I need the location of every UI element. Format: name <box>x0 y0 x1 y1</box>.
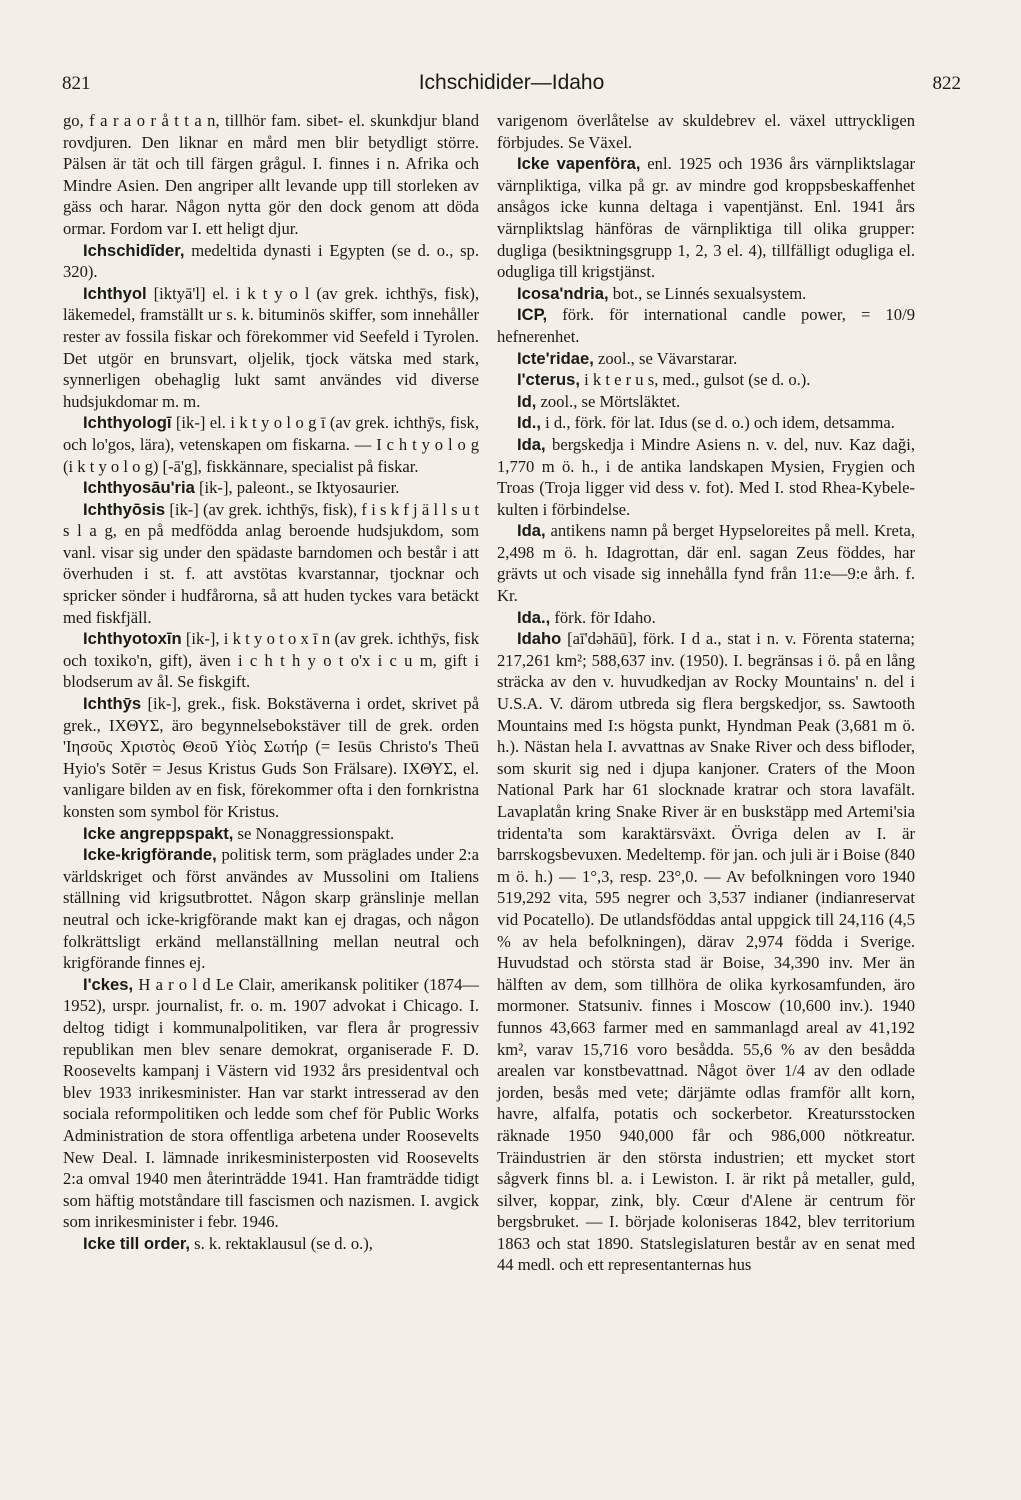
entry-text: zool., se Vävarstarar. <box>597 348 738 368</box>
entry-text: bergskedja i Mindre Asiens n. v. del, nuv. Kaz daği, 1,770 m ö. h., i de antika landskapen Mysien, Frygien och Troas (Troja ligger vid dess v. fot). Med I. stod Rhea-Kybele-kulten i förbindelse. <box>497 434 915 519</box>
page-number-right: 822 <box>932 73 961 94</box>
entry-text: [ik-], paleont., se Iktyosaurier. <box>199 478 400 498</box>
entry-headword: Ida, <box>517 434 546 454</box>
entry-text: zool., se Mörtsläktet. <box>540 391 681 411</box>
entry-text: medeltida dynasti i Egypten (se d. o., sp. 320). <box>63 240 479 282</box>
page-number-left: 821 <box>62 73 91 94</box>
entry-text: enl. 1925 och 1936 års värnpliktslagar värnpliktiga, vilka på gr. av mindre god kroppsbeskaffenhet ansågos icke kunna deltaga i vapentjänst. Enl. 1941 års värnpliktslag hänföras de värnpliktiga till olika grupper: dugliga (besiktningsgrupp 1, 2, 3 el. 4), tillfälligt odugliga el. odugliga till krigstjänst. <box>497 154 915 282</box>
entry-headword: I'ckes, <box>83 974 134 994</box>
entry-headword: Ida, <box>517 521 546 541</box>
dictionary-entry <box>63 844 479 974</box>
entry-text: [ik-] (av grek. ichthȳs, fisk), f i s k f j ä l l s u t s l a g, en på medfödda anlag beroende hudsjukdom, som vanl. visar sig under den spädaste barndomen och består i att överhuden i st. f. att avstötas kvarstannar, tjocknar och spricker sönder i hudfårorna, så att huden tyckes vara betäckt med fiskfjäll. <box>63 499 479 627</box>
entry-text: bot., se Linnés sexualsystem. <box>612 283 807 303</box>
page-header <box>62 73 961 103</box>
running-title: Ichschidider—Idaho <box>418 71 605 94</box>
entry-headword: Ichthyōsis <box>83 499 166 519</box>
dictionary-entry <box>63 412 479 477</box>
entry-text: antikens namn på berget Hypseloreites på mell. Kreta, 2,498 m ö. h. Idagrottan, där enl. sagan Zeus föddes, har grävts ut och visade sig innehålla fynd från 11:e—9:e årh. f. Kr. <box>497 521 915 606</box>
entry-headword: Icke till order, <box>83 1233 190 1253</box>
entry-headword: Ichthyosāu'ria <box>83 478 195 498</box>
entry-headword: ICP, <box>517 305 548 325</box>
dictionary-entry <box>63 283 479 413</box>
dictionary-entry <box>497 607 915 629</box>
entry-headword: Ichthyologī <box>83 413 172 433</box>
entry-headword: Ichthȳs <box>83 694 142 714</box>
entry-headword: Ichschidīder, <box>83 240 185 260</box>
dictionary-entry <box>497 391 915 413</box>
entry-text: i k t e r u s, med., gulsot (se d. o.). <box>584 370 811 390</box>
entry-headword: Icosa'ndria, <box>517 283 609 303</box>
entry-text: förk. för Idaho. <box>554 607 656 627</box>
dictionary-entry <box>497 369 915 391</box>
entry-headword: Icke angreppspakt, <box>83 823 234 843</box>
entry-text: [aī'dəhāū], förk. I d a., stat i n. v. Förenta staterna; 217,261 km²; 588,637 inv. (1950). I. begränsas i ö. på en lång sträcka av den v. huvudkedjan av Rocky Mountains' n. del i U.S.A. V. därom utbreda sig flera bergskedjor, ss. Sawtooth Mountains med I:s högsta punkt, Hyndman Peak (3,681 m ö. h.). Nästan hela I. avvattnas av Snake River och dess bifloder, som skurit sig ned i djupa kanjoner. Craters of the Moon National Park har 61 slocknade kratrar och stora lavafält. Lavaplatån kring Snake River är en buskstäpp med Artemi'sia tridenta'ta som karaktärsväxt. Övriga delen av I. är barrskogsbevuxen. Medeltemp. för jan. och juli är i Boise (840 m ö. h.) — 1°,3, resp. 23°,0. — Av befolkningen voro 1940 519,292 vita, 595 negrer och 3,537 indianer (indianreservat vid Pocatello). De utlandsföddas antal uppgick till 24,116 (4,5 % av hela befolkningen), därav 2,974 födda i Sverige. Huvudstad och största stad är Boise, 34,390 inv. Mer än hälften av dem, som tillhöra de olika kyrkosamfunden, äro mormoner. Statsuniv. finnes i Moscow (10,600 inv.). 1940 funnos 43,663 farmer med en sammanlagd areal av 41,192 km², varav 15,716 voro besådda. 55,6 % av den besådda arealen var konstbevattnad. Något över 1/4 av den odlade jorden, besås med vete; därjämte odlas framför allt korn, havre, alfalfa, potatis och sockerbetor. Kreatursstocken räknade 1950 940,000 får och 986,000 nötkreatur. Träindustrien är den största industrien; ett mycket stort sågverk finns bl. a. i Lewiston. I. är rikt på metaller, guld, silver, koppar, zink, bly. Cœur d'Alene är centrum för bergsbruket. — I. började koloniseras 1842, blev territorium 1863 och stat 1890. Statslegislaturen består av en senat med 44 medl. och ett representanternas hus <box>497 629 915 1275</box>
dictionary-entry <box>63 974 479 1233</box>
entry-text: varigenom överlåtelse av skuldebrev el. växel uttryckligen förbjudes. Se Växel. <box>497 111 915 152</box>
entry-headword: Icte'ridae, <box>517 348 594 368</box>
left-column <box>63 110 479 1254</box>
dictionary-entry <box>497 628 915 1276</box>
entry-text: s. k. rektaklausul (se d. o.), <box>194 1233 373 1253</box>
entry-text: i d., förk. för lat. Idus (se d. o.) och idem, detsamma. <box>545 413 895 433</box>
entry-headword: Ichthyotoxīn <box>83 629 182 649</box>
entry-headword: Ichthyol <box>83 283 147 303</box>
dictionary-entry <box>497 434 915 520</box>
dictionary-entry <box>63 823 479 845</box>
entry-text: [iktyā'l] el. i k t y o l (av grek. ichthȳs, fisk), läkemedel, framställt ur s. k. bituminös skiffer, som innehåller rester av fossila fiskar och förekommer vid Seefeld i Tyrolen. Det utgör en brunsvart, oljelik, tjock vätska med stark, synnerligen obehaglig lukt samt användes vid diverse hudsjukdomar m. m. <box>63 283 480 411</box>
dictionary-entry <box>497 348 915 370</box>
entry-text: [ik-], grek., fisk. Bokstäverna i ordet, skrivet på grek., ΙΧΘΥΣ, äro begynnelsebokstäver till de grek. orden 'Ιησοῦς Χριστὸς Θεοῦ Υἱὸς Σωτήρ (= Iesūs Christo's Theū Hyio's Sotēr = Jesus Kristus Guds Son Frälsare). ΙΧΘΥΣ, el. vanligare bilden av en fisk, förekommer ofta i den fornkristna konsten som symbol för Kristus. <box>63 694 479 821</box>
dictionary-entry <box>497 412 915 434</box>
continued-text <box>497 110 915 153</box>
dictionary-entry <box>63 628 479 693</box>
right-column <box>497 110 915 1276</box>
entry-headword: I'cterus, <box>517 370 580 390</box>
entry-headword: Id, <box>517 391 537 411</box>
entry-text: go, f a r a o r å t t a n, tillhör fam. sibet- el. skunkdjur bland rovdjuren. Den liknar en mård men blir betydligt större. Pälsen är tät och till färgen grågul. I. finnes i n. Afrika och Mindre Asien. Den angriper allt levande upp till storleken av gäss och harar. Någon nytta gör den dock genom att döda ormar. Fordom var I. ett heligt djur. <box>63 111 479 238</box>
dictionary-entry <box>63 693 479 823</box>
dictionary-entry <box>497 153 915 283</box>
entry-text: [ik-], i k t y o t o x ī n (av grek. ichthȳs, fisk och toxiko'n, gift), även i c h t h y o t o'x i c u m, gift i blodserum av ål. Se fiskgift. <box>63 629 479 692</box>
dictionary-entry <box>497 304 915 347</box>
entry-headword: Ida., <box>517 607 551 627</box>
entry-text: se Nonaggressionspakt. <box>237 823 395 843</box>
entry-headword: Icke-krigförande, <box>83 845 217 865</box>
entry-headword: Icke vapenföra, <box>517 154 641 174</box>
dictionary-entry <box>63 477 479 499</box>
entry-text: H a r o l d Le Clair, amerikansk politiker (1874—1952), urspr. journalist, fr. o. m. 1907 advokat i Chicago. I. deltog tidigt i kommunalpolitiken, var flera år progressiv republikan men blev senare demokrat, organiserade F. D. Roosevelts kampanj i Västern vid 1932 års presidentval och blev 1933 inrikesminister. Han var starkt intresserad av den sociala reformpolitiken och ledde som chef för Public Works Administration de stora offentliga arbetena under Roosevelts New Deal. I. lämnade inrikesministerposten vid Roosevelts 2:a omval 1940 men återinträdde 1941. Han framträdde tidigt som häftig motståndare till fascismen och nazismen. I. avgick som inrikesminister i febr. 1946. <box>63 974 479 1232</box>
continued-text <box>63 110 479 240</box>
dictionary-entry <box>63 240 479 283</box>
entry-headword: Id., <box>517 413 541 433</box>
entry-text: politisk term, som präglades under 2:a världskriget och först användes av Mussolini om Italiens ställning vid krigsutbrottet. Någon skarp gränslinje mellan neutral och icke-krigförande makt kan ej dragas, och någon folkrättsligt erkänd mellanställning mellan neutral och krigförande finnes ej. <box>63 845 479 973</box>
dictionary-entry <box>63 499 479 629</box>
entry-headword: Idaho <box>517 629 562 649</box>
dictionary-entry <box>497 520 915 606</box>
entry-text: [ik-] el. i k t y o l o g ī (av grek. ichthȳs, fisk, och lo'gos, lära), vetenskapen om fiskarna. — I c h t y o l o g (i k t y o l o g) [-ā'g], fiskkännare, specialist på fiskar. <box>63 413 479 476</box>
dictionary-entry <box>63 1233 479 1255</box>
dictionary-entry <box>497 283 915 305</box>
entry-text: förk. för international candle power, = 10/9 hefnerenhet. <box>497 305 915 346</box>
